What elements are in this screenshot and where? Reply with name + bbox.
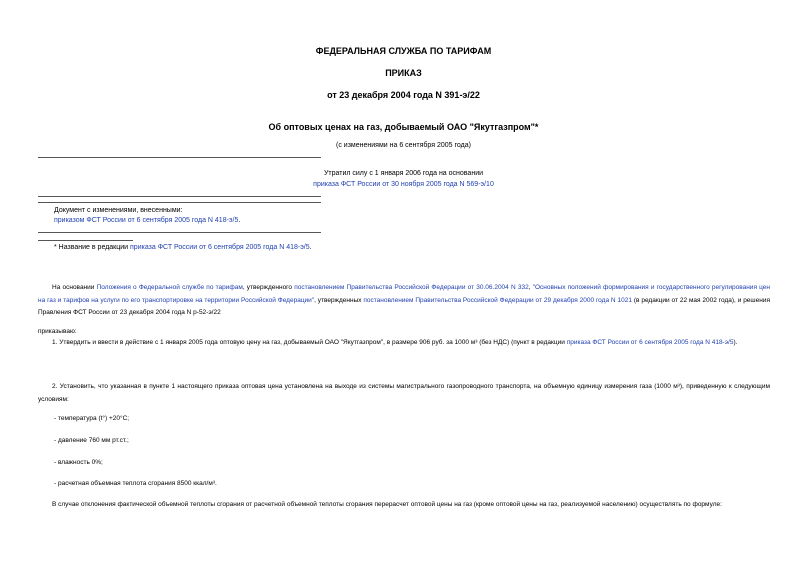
invalid-notice-text: Утратил силу с 1 января 2006 года на основании xyxy=(323,170,484,177)
footnote-prefix: * Название в редакции xyxy=(54,244,131,251)
order-word: приказываю: xyxy=(38,328,77,335)
preamble-link-resolution-1021[interactable]: постановлением Правительства Российской Федерации от 29 декабря 2000 года N 1021 xyxy=(363,296,632,304)
final-paragraph: В случае отклонения фактической объемной теплоты сгорания от расчетной объемной теплоты сгорания перерасчет оптовой цены на газ (кроме оптовой цены на газ, реализуемой населению) осуществлять по формуле: xyxy=(52,501,722,508)
doc-type: ПРИКАЗ xyxy=(385,68,422,78)
condition-pressure: - давление 760 мм рт.ст.; xyxy=(54,437,129,444)
doc-title: Об оптовых ценах на газ, добываемый ОАО "Якутгазпром"* xyxy=(268,122,539,132)
footnote-divider xyxy=(38,240,133,241)
amendments-row xyxy=(54,217,240,224)
divider xyxy=(38,202,321,203)
agency-title: ФЕДЕРАЛЬНАЯ СЛУЖБА ПО ТАРИФАМ xyxy=(315,46,492,56)
preamble-text: На основании xyxy=(52,284,97,291)
divider xyxy=(38,232,321,233)
item-1 xyxy=(38,337,770,350)
amendments-label: Документ с изменениями, внесенными: xyxy=(54,207,183,214)
footnote xyxy=(54,244,312,251)
preamble-text: , утвержденного xyxy=(242,284,295,291)
divider xyxy=(38,196,321,197)
amendments-tail: . xyxy=(238,217,241,224)
item-1-tail: ). xyxy=(733,339,738,346)
condition-heat-value: - расчетная объемная теплота сгорания 8500 ккал/м³. xyxy=(54,480,217,487)
condition-temperature: - температура (t°) +20°С; xyxy=(54,415,130,422)
footnote-tail: . xyxy=(309,244,312,251)
item-1-link[interactable]: приказа ФСТ России от 6 сентября 2005 года N 418-э/5 xyxy=(566,339,734,346)
changes-note: (с изменениями на 6 сентября 2005 года) xyxy=(336,142,471,149)
doc-date-number: от 23 декабря 2004 года N 391-э/22 xyxy=(327,90,480,100)
preamble-paragraph xyxy=(38,282,770,320)
condition-humidity: - влажность 0%; xyxy=(54,459,103,466)
preamble-text: , утвержденных xyxy=(314,296,364,304)
invalid-notice xyxy=(0,170,807,177)
amendments-link[interactable]: приказом ФСТ России от 6 сентября 2005 года N 418-э/5 xyxy=(54,217,239,224)
divider xyxy=(38,157,321,158)
preamble-text: , xyxy=(528,284,533,291)
preamble-link-resolution-332[interactable]: постановлением Правительства Российской Федерации от 30.06.2004 N 332 xyxy=(294,284,529,291)
invalid-notice-link[interactable]: приказа ФСТ России от 30 ноября 2005 года N 569-э/10 xyxy=(313,181,494,188)
item-1-text: 1. Утвердить и ввести в действие с 1 января 2005 года оптовую цену на газ, добываемый ОАО "Якутгазпром", в размере 906 руб. за 1000 м³ (без НДС) (пункт в редакции xyxy=(52,339,567,346)
preamble-link-basic-provisions[interactable]: "Основных положений формирования и государственного регулирования цен на газ и тарифов на услуги по его транспортировке на территории Российской Федерации" xyxy=(38,284,770,304)
preamble-link-regulation[interactable]: Положения о Федеральной службе по тарифам xyxy=(96,284,243,291)
item-2: 2. Установить, что указанная в пункте 1 настоящего приказа оптовая цена установлена на выходе из системы магистрального газопроводного транспорта, на объемную единицу измерения газа (1000 м³), приведенную к следующим условиям: xyxy=(38,383,770,403)
invalid-notice-link-row xyxy=(0,181,807,188)
preamble-text: (в редакции от 22 мая 2002 года), и решения Правления ФСТ России от 23 декабря 2004 года N р-52-э/22 xyxy=(38,296,770,316)
footnote-link[interactable]: приказа ФСТ России от 6 сентября 2005 года N 418-э/5 xyxy=(130,244,310,251)
